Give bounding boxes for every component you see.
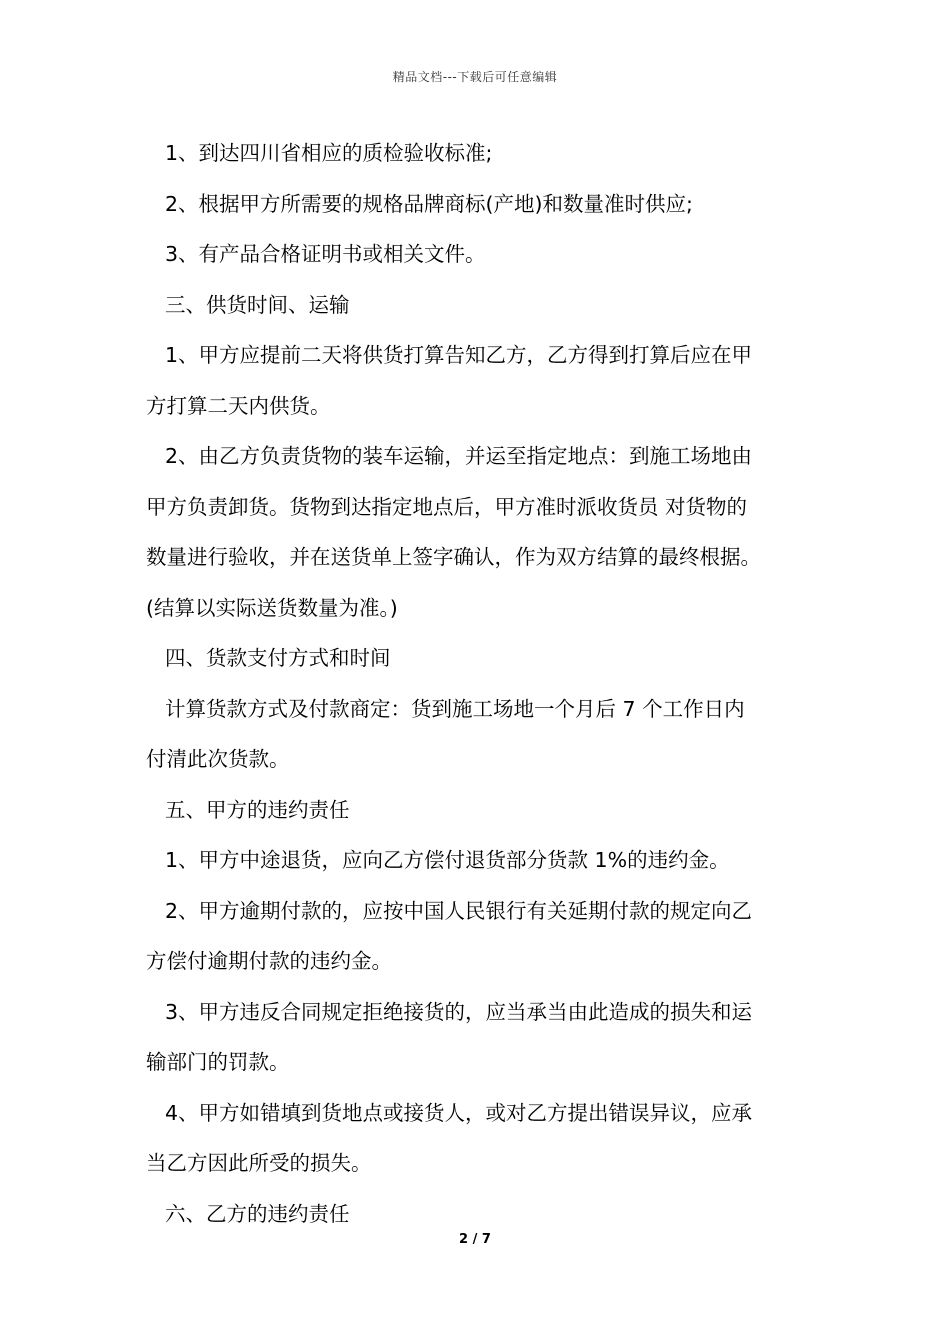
paragraph-line: 1、甲方中途退货，应向乙方偿付退货部分货款 1%的违约金。 bbox=[165, 848, 730, 872]
paragraph bbox=[146, 886, 818, 937]
paragraph-continuation bbox=[146, 1138, 818, 1189]
paragraph-line: 数量进行验收，并在送货单上签字确认，作为双方结算的最终根据。 bbox=[146, 545, 761, 569]
paragraph-line: (结算以实际送货数量为准。) bbox=[146, 595, 398, 620]
section-heading-text: 五、甲方的违约责任 bbox=[165, 797, 350, 822]
paragraph bbox=[146, 1088, 818, 1139]
paragraph bbox=[146, 229, 818, 280]
paragraph-line: 甲方负责卸货。货物到达指定地点后，甲方准时派收货员 对货物的 bbox=[146, 494, 748, 519]
section-heading-text: 三、供货时间、运输 bbox=[165, 292, 350, 317]
paragraph-line: 3、甲方违反合同规定拒绝接货的，应当承当由此造成的损失和运 bbox=[165, 999, 753, 1024]
paragraph-line: 1、到达四川省相应的质检验收标准; bbox=[165, 141, 493, 165]
paragraph-continuation bbox=[146, 734, 818, 785]
section-heading bbox=[146, 280, 818, 331]
section-heading-text: 四、货款支付方式和时间 bbox=[165, 646, 391, 670]
paragraph bbox=[146, 684, 818, 735]
paragraph-line: 输部门的罚款。 bbox=[146, 1050, 290, 1074]
paragraph bbox=[146, 835, 818, 886]
section-heading bbox=[146, 633, 818, 684]
paragraph-line: 当乙方因此所受的损失。 bbox=[146, 1151, 372, 1175]
paragraph-line: 1、甲方应提前二天将供货打算告知乙方，乙方得到打算后应在甲 bbox=[165, 343, 753, 367]
paragraph-line: 2、由乙方负责货物的装车运输，并运至指定地点：到施工场地由 bbox=[165, 444, 753, 468]
page-header: 精品文档---下载后可任意编辑 bbox=[392, 70, 558, 84]
paragraph-continuation bbox=[146, 482, 818, 533]
paragraph bbox=[146, 330, 818, 381]
section-heading bbox=[146, 785, 818, 836]
paragraph bbox=[146, 128, 818, 179]
paragraph-line: 2、甲方逾期付款的，应按中国人民银行有关延期付款的规定向乙 bbox=[165, 898, 753, 923]
paragraph-continuation bbox=[146, 1037, 818, 1088]
paragraph-continuation bbox=[146, 532, 818, 583]
paragraph bbox=[146, 987, 818, 1038]
contract-body bbox=[146, 128, 818, 1239]
paragraph bbox=[146, 179, 818, 230]
page-number: 2 / 7 bbox=[459, 1232, 491, 1247]
paragraph-line: 方偿付逾期付款的违约金。 bbox=[146, 949, 392, 973]
paragraph-line: 2、根据甲方所需要的规格品牌商标(产地)和数量准时供应; bbox=[165, 191, 693, 216]
paragraph bbox=[146, 431, 818, 482]
paragraph-line: 方打算二天内供货。 bbox=[146, 393, 331, 418]
paragraph-continuation bbox=[146, 936, 818, 987]
paragraph-continuation bbox=[146, 381, 818, 432]
section-heading-text: 六、乙方的违约责任 bbox=[165, 1201, 350, 1226]
paragraph-line: 付清此次货款。 bbox=[146, 747, 290, 771]
paragraph-line: 4、甲方如错填到货地点或接货人，或对乙方提出错误异议，应承 bbox=[165, 1100, 753, 1125]
paragraph-line: 计算货款方式及付款商定：货到施工场地一个月后 7 个工作日内 bbox=[165, 696, 745, 721]
paragraph-continuation bbox=[146, 583, 818, 634]
paragraph-line: 3、有产品合格证明书或相关文件。 bbox=[165, 242, 486, 266]
